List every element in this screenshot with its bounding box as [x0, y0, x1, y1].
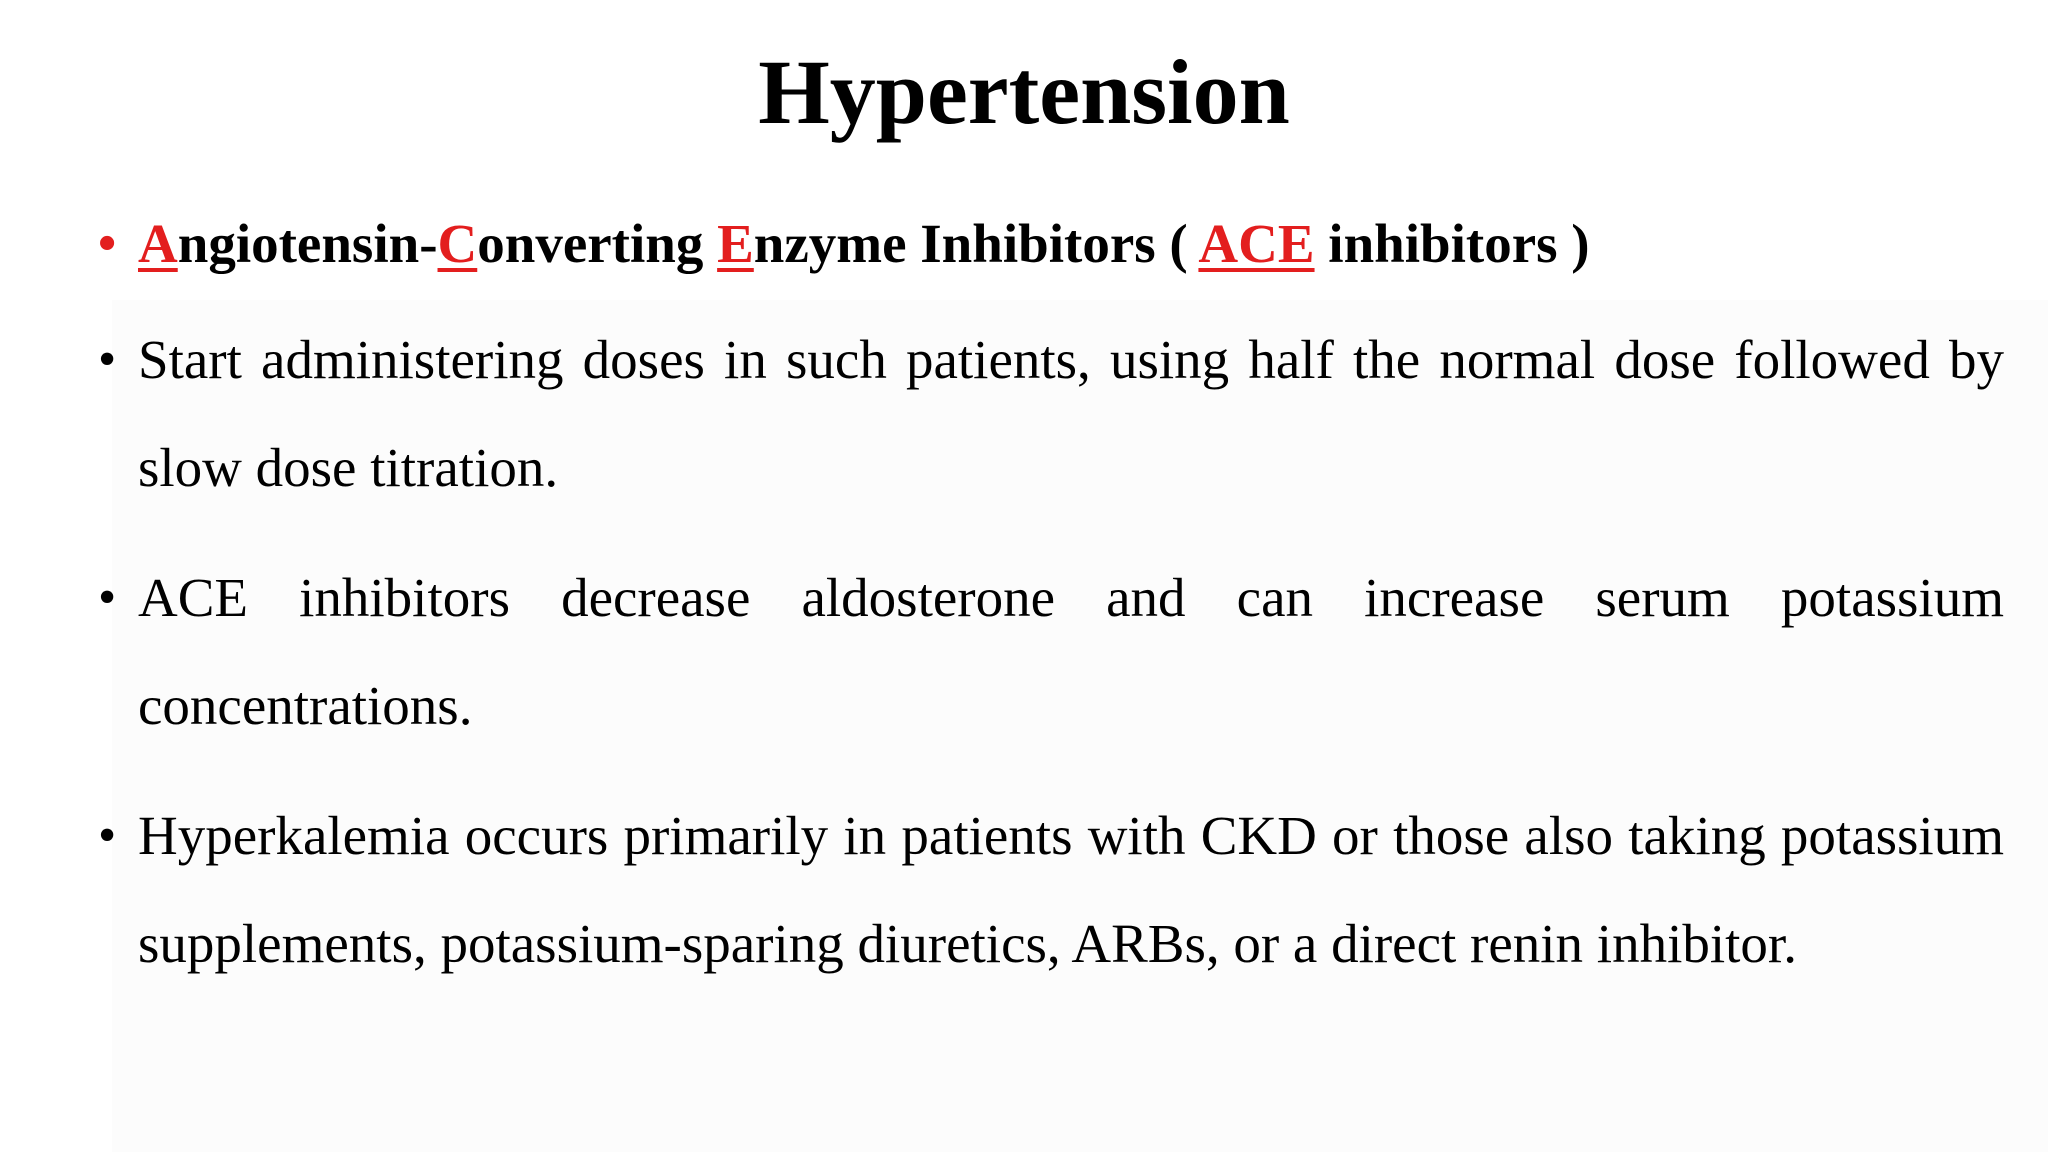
- heading-text: [138, 190, 2004, 298]
- bullet-text: ACE inhibitors decrease aldosterone and can increase serum potassium concentrations.: [138, 567, 2004, 736]
- heading-bullet: [98, 190, 2008, 298]
- heading-part: nzyme Inhibitors (: [753, 213, 1199, 274]
- heading-part: E: [717, 213, 754, 274]
- bullet-text: Start administering doses in such patients, using half the normal dose followed by slow dose titration.: [138, 329, 2004, 498]
- heading-part: A: [138, 213, 178, 274]
- bullet-icon: •: [98, 331, 117, 388]
- bullet-icon: •: [98, 569, 117, 626]
- heading-part: ACE: [1198, 213, 1315, 274]
- heading-part: C: [437, 213, 478, 274]
- bullet-icon: •: [98, 807, 117, 864]
- bullet-icon: •: [98, 215, 117, 272]
- heading-part: inhibitors ): [1314, 213, 1590, 274]
- list-item: [98, 544, 2008, 760]
- list-item: [98, 782, 2008, 1106]
- list-item: [98, 306, 2008, 522]
- heading-part: ngiotensin-: [177, 213, 438, 274]
- slide-title: Hypertension: [758, 41, 1290, 143]
- bullet-text: Hyperkalemia occurs primarily in patients with CKD or those also taking potassium supplements, potassium-sparing diuretics, ARBs, or a direct renin inhibitor.: [138, 805, 2004, 974]
- heading-part: onverting: [477, 213, 718, 274]
